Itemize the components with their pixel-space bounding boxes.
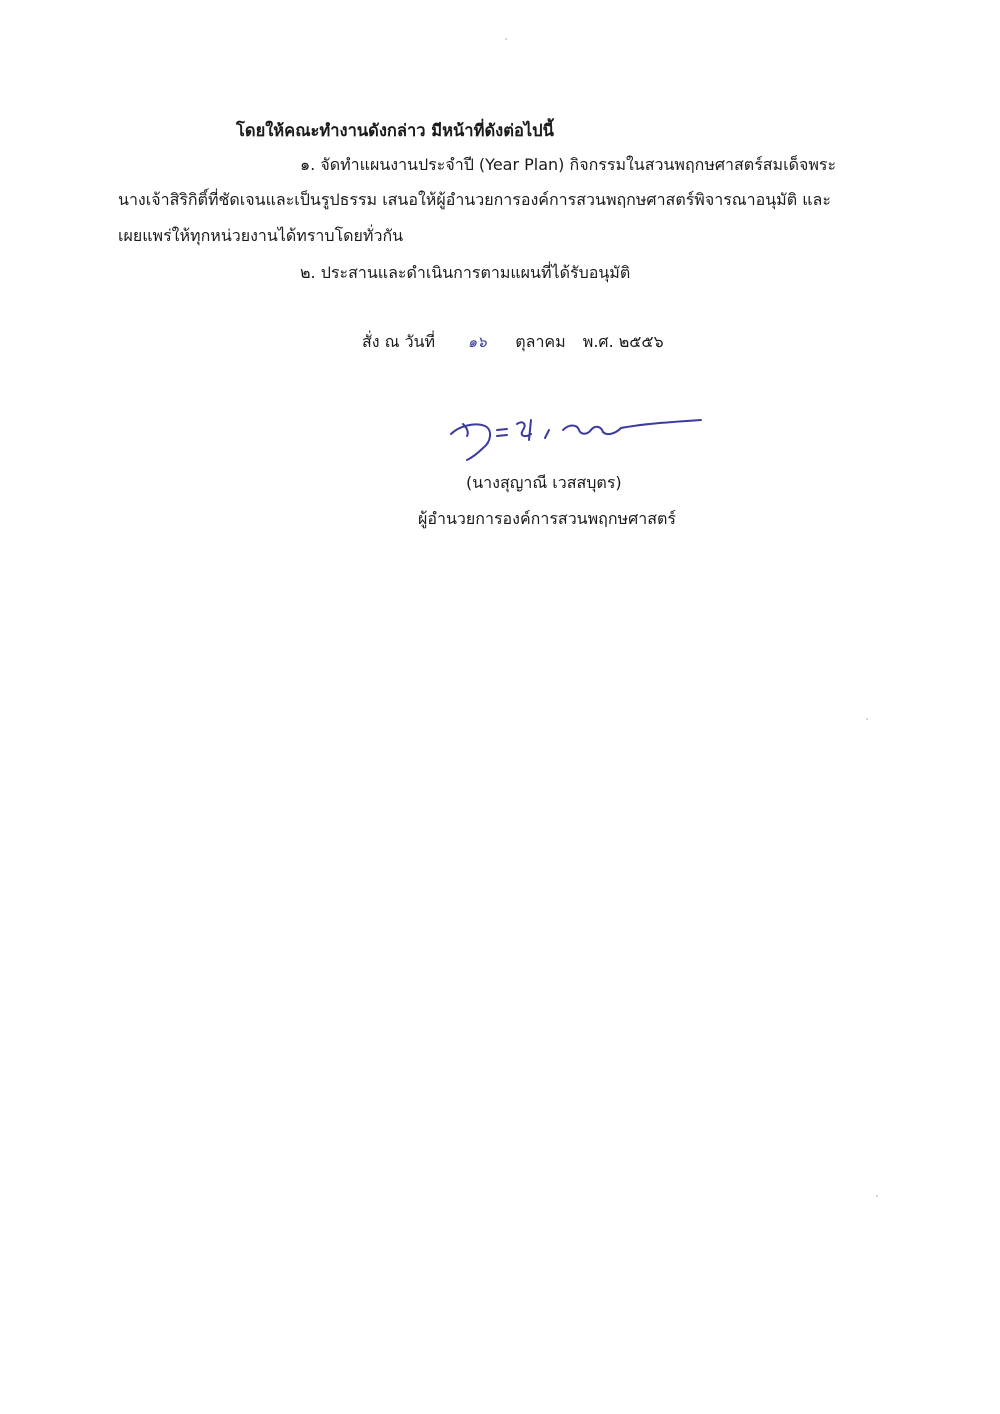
order-date-month: ตุลาคม (515, 332, 566, 351)
duty-item-2: ๒. ประสานและดำเนินการตามแผนที่ได้รับอนุมัติ (300, 263, 631, 282)
duty-item-1-line-3: เผยแพร่ให้ทุกหน่วยงานได้ทราบโดยทั่วกัน (118, 226, 404, 245)
scan-speck (505, 38, 507, 40)
order-date (362, 330, 664, 354)
order-date-day: ๑๖ (467, 333, 487, 351)
order-date-prefix: สั่ง ณ วันที่ (362, 332, 436, 351)
duties-heading: โดยให้คณะทำงานดังกล่าว มีหน้าที่ดังต่อไปนี้ (236, 121, 554, 140)
signer-title: ผู้อำนวยการองค์การสวนพฤกษศาสตร์ (418, 509, 676, 528)
signer-name: (นางสุญาณี เวสสบุตร) (466, 473, 622, 492)
duty-item-1-line-2: นางเจ้าสิริกิติ์ที่ชัดเจนและเป็นรูปธรรม เสนอให้ผู้อำนวยการองค์การสวนพฤกษศาสตร์พิจารณาอนุมัติ และ (118, 190, 831, 209)
scan-speck (866, 718, 868, 720)
duty-item-1-line-1: ๑. จัดทำแผนงานประจำปี (Year Plan) กิจกรรมในสวนพฤกษศาสตร์สมเด็จพระ (300, 155, 837, 174)
scan-speck (876, 1195, 878, 1197)
order-date-year: พ.ศ. ๒๕๕๖ (582, 332, 664, 351)
handwritten-signature (445, 402, 705, 464)
